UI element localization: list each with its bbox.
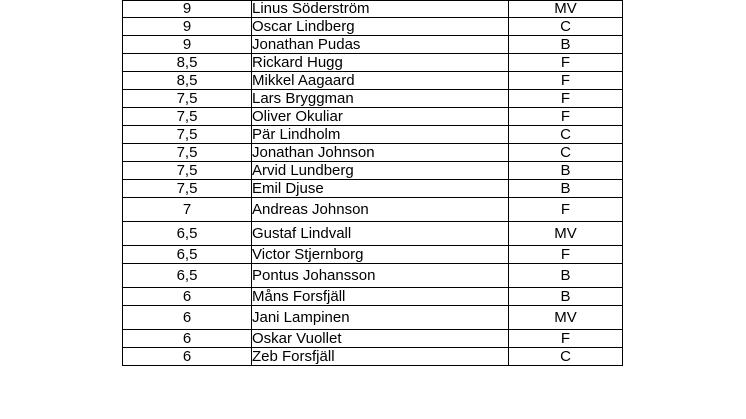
table-row xyxy=(123,288,623,306)
score-cell: 7,5 xyxy=(123,108,252,126)
score-cell: 7,5 xyxy=(123,180,252,198)
player-name-cell: Andreas Johnson xyxy=(252,198,509,222)
table-row xyxy=(123,348,623,366)
table-row xyxy=(123,222,623,246)
score-cell: 6,5 xyxy=(123,264,252,288)
position-cell: F xyxy=(509,108,623,126)
table-row xyxy=(123,180,623,198)
score-cell: 9 xyxy=(123,18,252,36)
table-row xyxy=(123,306,623,330)
table-row xyxy=(123,246,623,264)
position-cell: C xyxy=(509,18,623,36)
position-cell: C xyxy=(509,348,623,366)
score-cell: 7 xyxy=(123,198,252,222)
score-cell: 7,5 xyxy=(123,126,252,144)
score-cell: 7,5 xyxy=(123,144,252,162)
position-cell: MV xyxy=(509,1,623,18)
position-cell: F xyxy=(509,54,623,72)
score-cell: 9 xyxy=(123,36,252,54)
position-cell: B xyxy=(509,288,623,306)
position-cell: C xyxy=(509,126,623,144)
table-row xyxy=(123,54,623,72)
score-cell: 9 xyxy=(123,1,252,18)
player-name-cell: Rickard Hugg xyxy=(252,54,509,72)
position-cell: F xyxy=(509,90,623,108)
player-name-cell: Oscar Lindberg xyxy=(252,18,509,36)
position-cell: F xyxy=(509,72,623,90)
player-name-cell: Pontus Johansson xyxy=(252,264,509,288)
score-cell: 7,5 xyxy=(123,90,252,108)
player-name-cell: Jonathan Pudas xyxy=(252,36,509,54)
score-cell: 6 xyxy=(123,330,252,348)
table-row xyxy=(123,264,623,288)
table-row xyxy=(123,330,623,348)
score-cell: 6 xyxy=(123,348,252,366)
position-cell: B xyxy=(509,36,623,54)
position-cell: F xyxy=(509,198,623,222)
table-row xyxy=(123,108,623,126)
position-cell: C xyxy=(509,144,623,162)
score-cell: 6,5 xyxy=(123,222,252,246)
table-row xyxy=(123,72,623,90)
position-cell: B xyxy=(509,162,623,180)
player-name-cell: Jani Lampinen xyxy=(252,306,509,330)
position-cell: MV xyxy=(509,222,623,246)
position-cell: B xyxy=(509,180,623,198)
player-name-cell: Måns Forsfjäll xyxy=(252,288,509,306)
player-name-cell: Lars Bryggman xyxy=(252,90,509,108)
player-name-cell: Oskar Vuollet xyxy=(252,330,509,348)
table-row xyxy=(123,126,623,144)
score-cell: 7,5 xyxy=(123,162,252,180)
table-row xyxy=(123,90,623,108)
table-row xyxy=(123,1,623,18)
position-cell: B xyxy=(509,264,623,288)
player-name-cell: Gustaf Lindvall xyxy=(252,222,509,246)
table-row xyxy=(123,162,623,180)
score-cell: 8,5 xyxy=(123,72,252,90)
score-cell: 6 xyxy=(123,288,252,306)
score-cell: 6,5 xyxy=(123,246,252,264)
player-ratings-body xyxy=(123,1,623,366)
table-row xyxy=(123,18,623,36)
table-row xyxy=(123,36,623,54)
position-cell: F xyxy=(509,330,623,348)
player-name-cell: Linus Söderström xyxy=(252,1,509,18)
player-name-cell: Arvid Lundberg xyxy=(252,162,509,180)
player-name-cell: Jonathan Johnson xyxy=(252,144,509,162)
table-row xyxy=(123,144,623,162)
position-cell: MV xyxy=(509,306,623,330)
position-cell: F xyxy=(509,246,623,264)
table-row xyxy=(123,198,623,222)
player-name-cell: Oliver Okuliar xyxy=(252,108,509,126)
player-name-cell: Zeb Forsfjäll xyxy=(252,348,509,366)
player-name-cell: Mikkel Aagaard xyxy=(252,72,509,90)
player-name-cell: Pär Lindholm xyxy=(252,126,509,144)
player-name-cell: Victor Stjernborg xyxy=(252,246,509,264)
player-ratings-table xyxy=(122,0,623,366)
score-cell: 6 xyxy=(123,306,252,330)
player-name-cell: Emil Djuse xyxy=(252,180,509,198)
score-cell: 8,5 xyxy=(123,54,252,72)
